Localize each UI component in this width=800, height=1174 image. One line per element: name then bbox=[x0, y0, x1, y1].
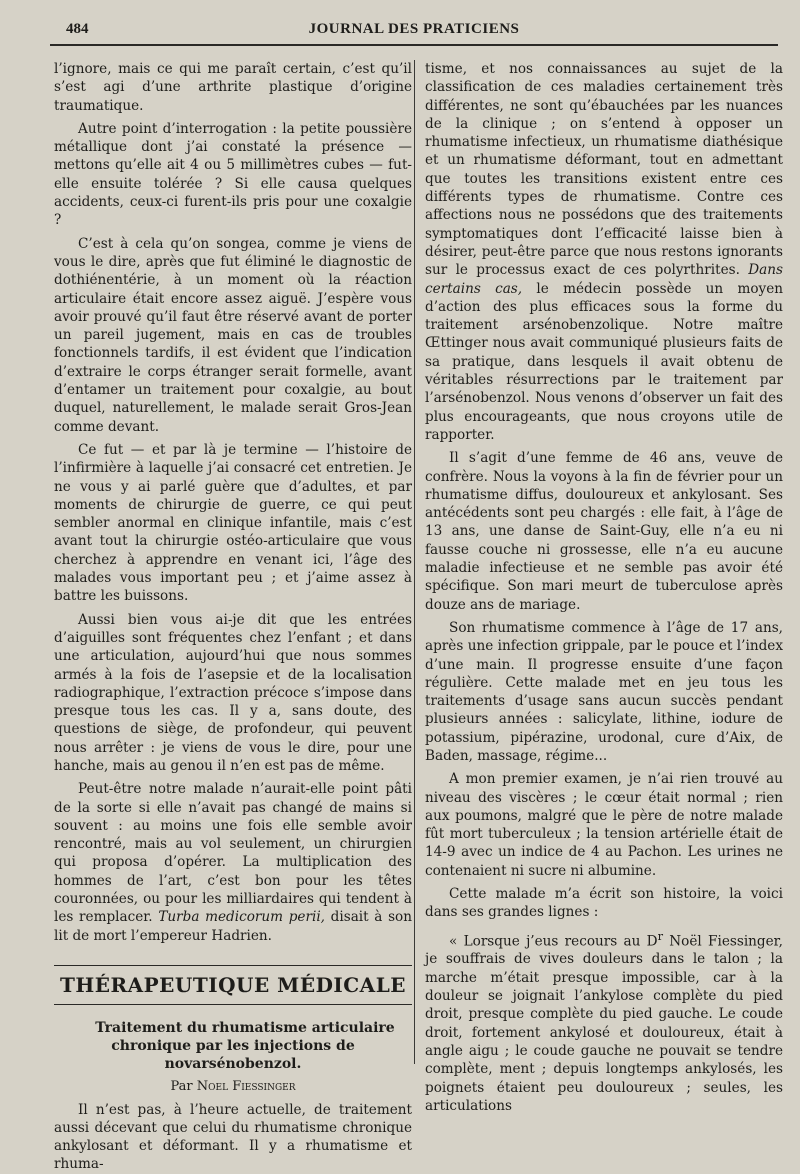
paragraph: Autre point d’interrogation : la petite poussière métallique dont j’ai constaté la présence — mettons qu’elle ait 4 ou 5 millimètres cubes — fut-elle ensuite tolérée ? Si elle causa quelques accidents, ceux-ci furent-ils pris pour une coxalgie ? bbox=[54, 120, 412, 229]
paragraph: C’est à cela qu’on songea, comme je viens de vous le dire, après que fut éliminé le diagnostic de dothiénentérie, à un moment où la réaction articulaire était encore assez aiguë. J’espère vous avoir prouvé qu’il faut être réservé avant de porter un pareil jugement, mais en cas de troubles fonctionnels tardifs, il est évident que l’indication d’extraire le corps étranger serait formelle, avant d’entamer un traitement pour coxalgie, au bout duquel, naturellement, le malade serait Gros-Jean comme devant. bbox=[54, 235, 412, 435]
column-divider bbox=[414, 60, 415, 1064]
paragraph-text: Noël Fiessinger, je souffrais de vives douleurs dans le talon ; la marche m’était presque impossible, car à la douleur se joignait l’ankylose complète du pied droit, presque complète du pied gauche. Le coude droit, fortement ankylosé et douloureux, était à angle aigu ; le coude gauche ne pouvait se tendre complète, ment ; depuis longtemps ankylosés, les poignets étaient peu douloureux ; seules, les articulations bbox=[425, 933, 783, 1114]
paragraph-text: Peut-être notre malade n’aurait-elle point pâti de la sorte si elle n’avait pas changé de mains si souvent : au moins une fois elle semble avoir rencontré, mais au vol seulement, un chirurgien qui proposa d’opérer. La multiplication des hommes de l’art, c’est bon pour les têtes couronnées, ou pour les milliardaires qui tendent à les remplacer. bbox=[54, 781, 412, 926]
quoted-letter bbox=[425, 927, 783, 1116]
paragraph: Ce fut — et par là je termine — l’histoire de l’infirmière à laquelle j’ai consacré cet entretien. Je ne vous y ai parlé guère que d’adultes, et par moments de chirurgie de guerre, ce qui peut sembler anormal en clinique infantile, mais c’est avant tout la chirurgie ostéo-articulaire que vous cherchez à apprendre en venant ici, l’âge des malades vous important peu ; et j’aime assez à battre les buissons. bbox=[54, 441, 412, 605]
author-name: Noel Fiessinger bbox=[196, 1079, 296, 1095]
paragraph: A mon premier examen, je n’ai rien trouvé au niveau des viscères ; le cœur était normal ; rien aux poumons, malgré que le père de notre malade fût mort tuberculeux ; la tension artérielle était de 14-9 avec un indice de 4 au Pachon. Les urines ne contenaient ni sucre ni albumine. bbox=[425, 771, 783, 879]
section-rule bbox=[54, 1004, 412, 1005]
paragraph-text: disait à son lit de mort l’empereur Hadrien. bbox=[54, 909, 412, 944]
paragraph: Son rhumatisme commence à l’âge de 17 ans, après une infection grippale, par le pouce et l’index d’une main. Il progresse ensuite d’une façon régulière. Cette malade met en jeu tous les traitements d’usage sans aucun succès pendant plusieurs années : salicylate, lithine, iodure de potassium, pipérazine, urodonal, cure d’Aix, de Baden, massage, régime... bbox=[425, 619, 783, 764]
section-title: THÉRAPEUTIQUE MÉDICALE bbox=[54, 965, 412, 994]
latin-quote: Turba medicorum perii, bbox=[158, 909, 325, 926]
page-header bbox=[50, 18, 778, 42]
italic-phrase: Dans certains cas, bbox=[425, 262, 783, 297]
paragraph-text: « Lorsque j’eus recours au D bbox=[449, 933, 658, 950]
paragraph: Il s’agit d’une femme de 46 ans, veuve de confrère. Nous la voyons à la fin de février pour un rhumatisme diffus, douloureux et ankylosant. Ses antécédents sont peu chargés : elle fait, à l’âge de 13 ans, une danse de Saint-Guy, elle n’a eu ni fausse couche ni grossesse, elle n’a eu aucune maladie infectieuse et ne semble pas avoir été spécifique. Son mari meurt de tuberculose après douze ans de mariage. bbox=[425, 450, 783, 613]
header-rule bbox=[50, 44, 778, 46]
paragraph: l’ignore, mais ce qui me paraît certain, c’est qu’il s’est agi d’une arthrite plastique d’origine traumatique. bbox=[54, 61, 412, 114]
paragraph bbox=[425, 60, 783, 444]
paragraph: Il n’est pas, à l’heure actuelle, de traitement aussi décevant que celui du rhumatisme chronique ankylosant et déformant. Il y a rhumatisme et rhuma- bbox=[54, 1101, 412, 1173]
paragraph: Aussi bien vous ai-je dit que les entrées d’aiguilles sont fréquentes chez l’enfant ; et dans une articulation, aujourd’hui que nous sommes armés à la fois de l’asepsie et de la localisation radiographique, l’extraction précoce s’impose dans presque tous les cas. Il y a, sans doute, des questions de siège, de profondeur, qui peuvent nous arrêter : je viens de vous le dire, pour une hanche, mais au genou il n’en est pas de même. bbox=[54, 611, 412, 774]
superscript: r bbox=[657, 928, 663, 943]
paragraph bbox=[54, 780, 412, 945]
paragraph-text: le médecin possède un moyen d’action des plus efficaces sous la forme du traitement arsénobenzolique. Notre maître Œttinger nous avait communiqué plusieurs faits de sa pratique, dans lesquels il avait obtenu de véritables résurrections par le traitement par l’arsénobenzol. Nous venons d’observer un fait des plus encourageants, que nous croyons utile de rapporter. bbox=[425, 280, 784, 443]
byline-par: Par bbox=[170, 1079, 197, 1095]
paragraph: Cette malade m’a écrit son histoire, la voici dans ses grandes lignes : bbox=[425, 886, 783, 921]
page-number: 484 bbox=[66, 21, 89, 37]
journal-title: JOURNAL DES PRATICIENS bbox=[308, 21, 520, 37]
article-title: Traitement du rhumatisme articulaire chronique par les injections de novarsénobenzol. bbox=[95, 1020, 395, 1073]
right-column bbox=[425, 60, 783, 1120]
left-column bbox=[54, 60, 412, 1174]
paragraph-text: tisme, et nos connaissances au sujet de la classification de ces maladies certainement très différentes, ne sont qu’ébauchées par les nuances de la clinique ; on s’entend à opposer un rhumatisme infectieux, un rhumatisme diathésique et un rhumatisme déformant, tout en admettant que toutes les transitions existent entre ces différents types de rhumatisme. Contre ces affections nous ne possédons que des traitements symptomatiques dont l’efficacité laisse bien à désirer, peut-être parce que nous restons ignorants sur le processus exact de ces polyrthrites. bbox=[425, 61, 783, 279]
byline bbox=[54, 1078, 412, 1096]
